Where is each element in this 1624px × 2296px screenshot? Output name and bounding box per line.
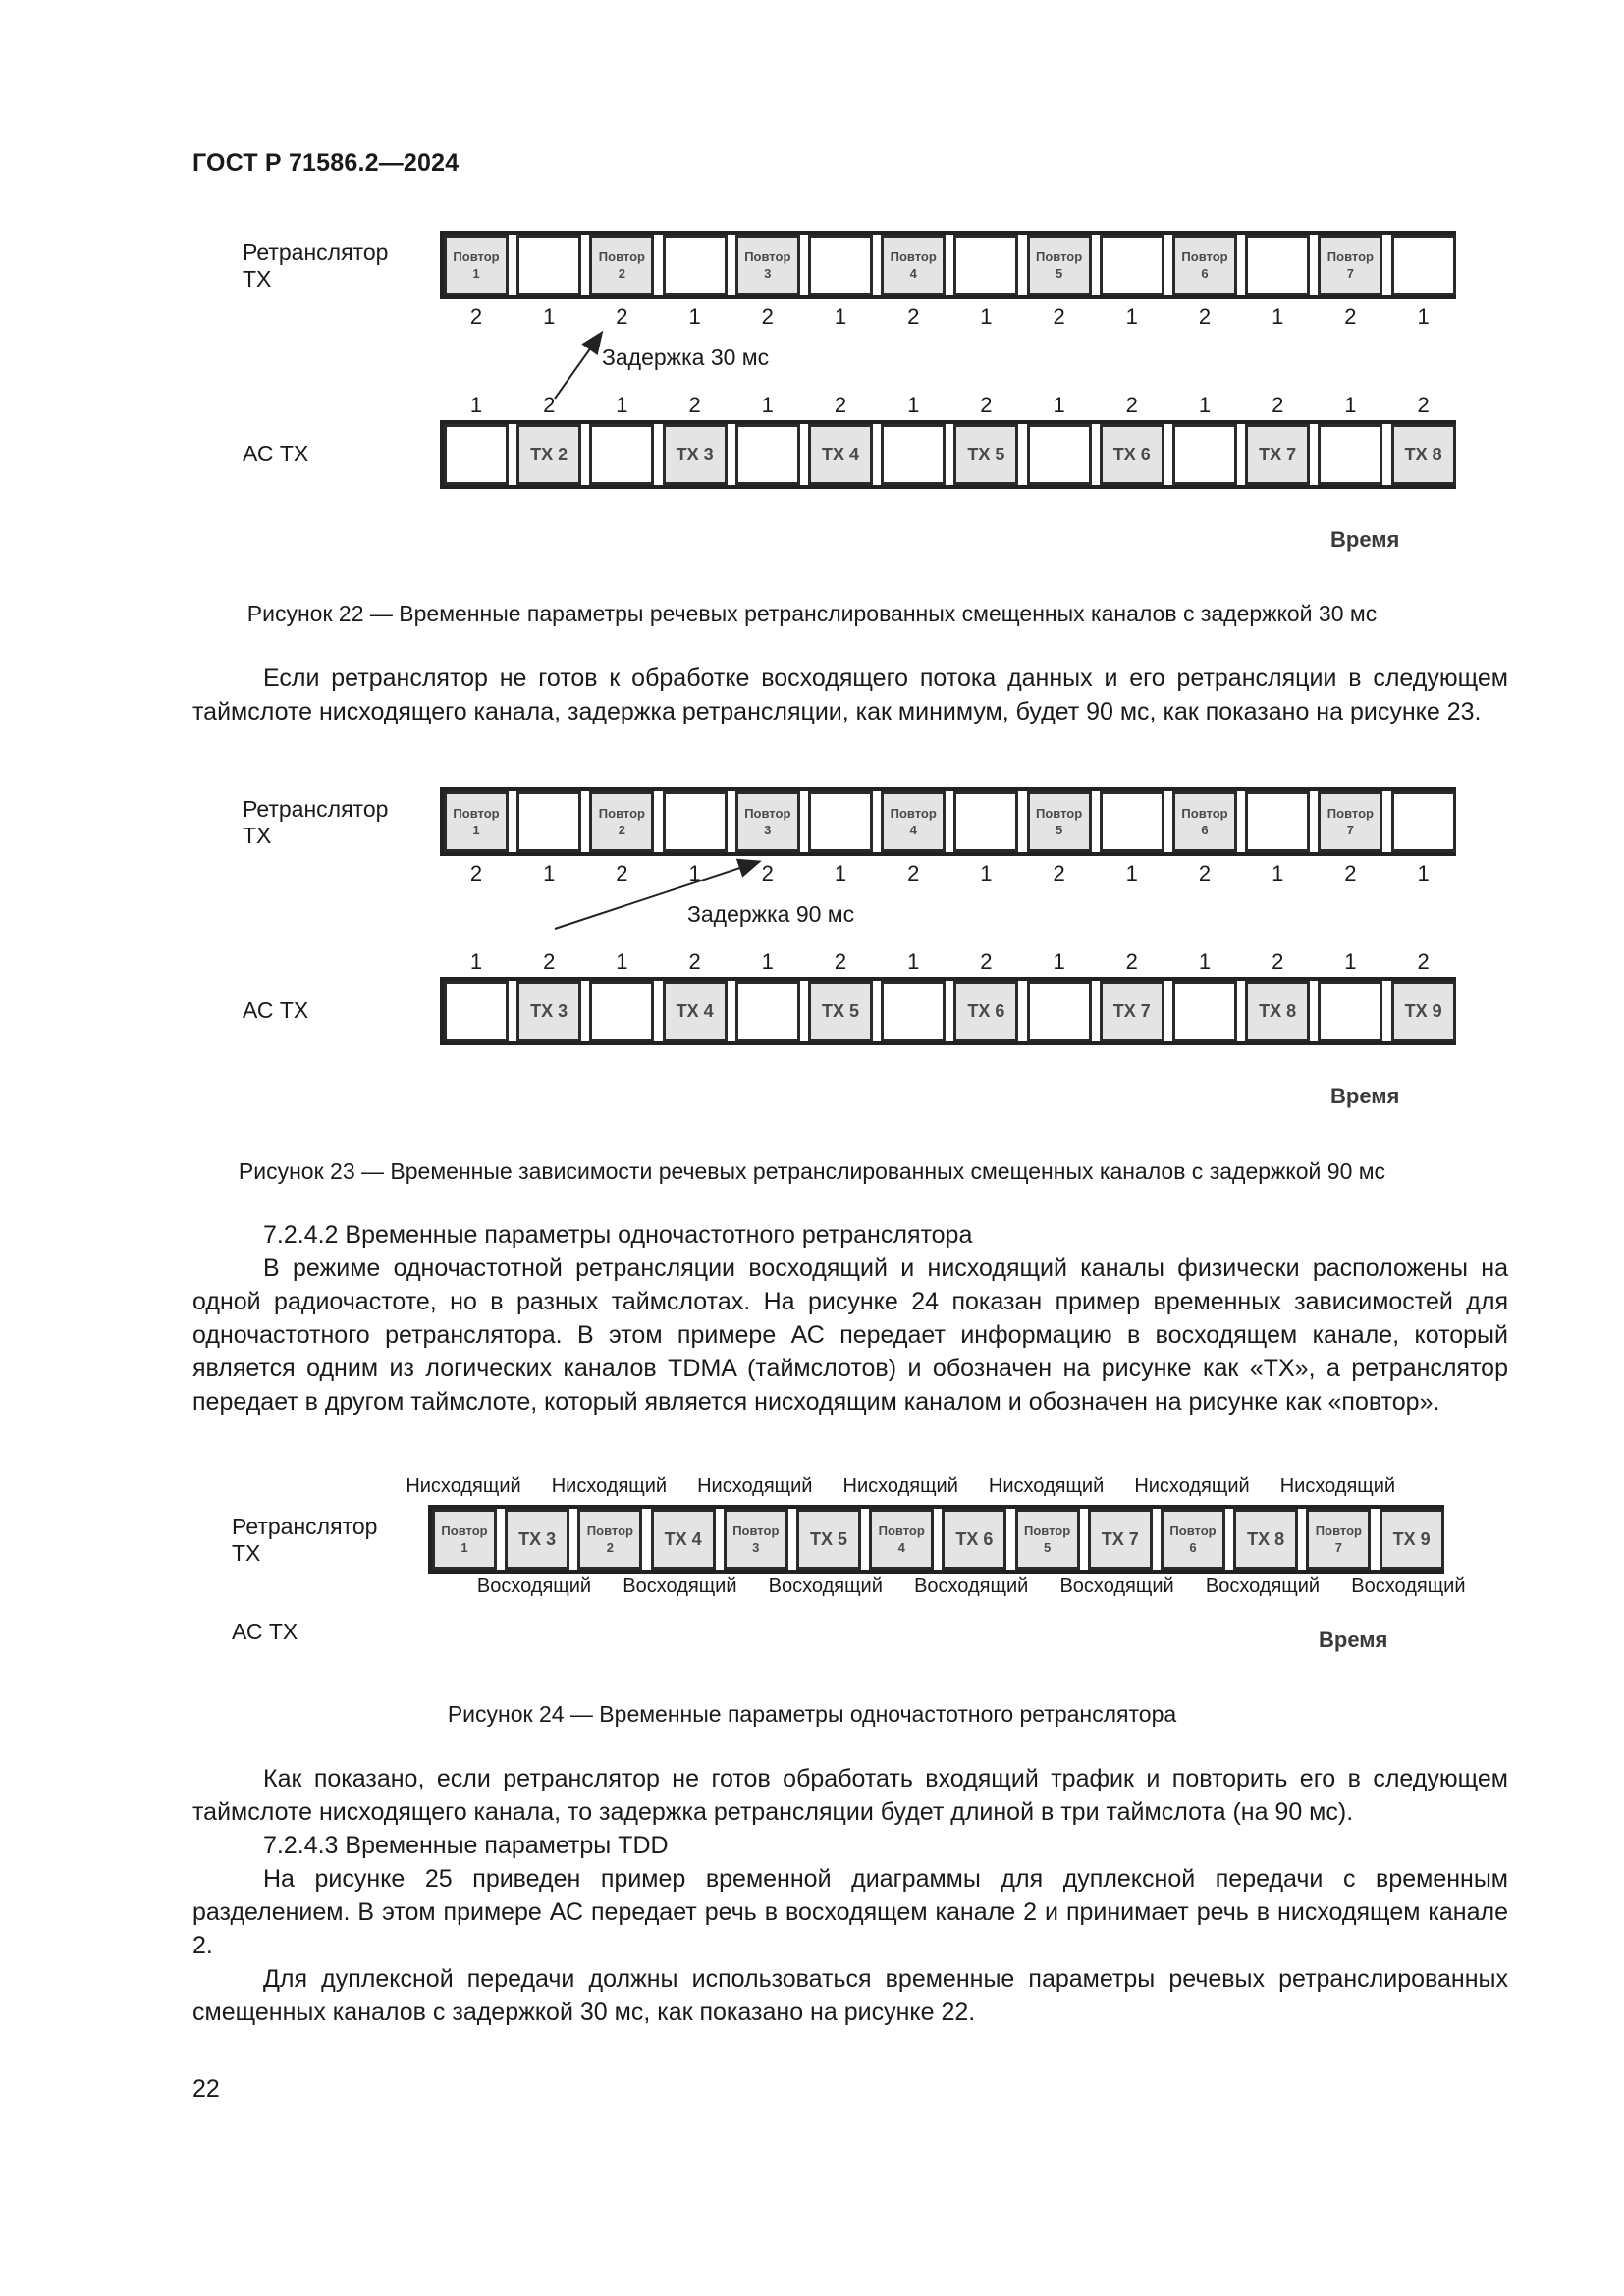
timeslot	[1318, 791, 1382, 852]
slot-number: 2	[1198, 861, 1212, 885]
timeslot	[953, 981, 1018, 1041]
timeslot	[1100, 424, 1164, 485]
timeslot-label: Повтор 3	[744, 806, 791, 837]
repeater-label: Ретранслятор	[243, 240, 389, 265]
repeater-label: Ретранслятор	[232, 1514, 378, 1539]
timeslot	[808, 981, 873, 1041]
timeslot-empty	[1318, 981, 1382, 1041]
timeslot-empty	[735, 424, 800, 485]
timeslot-empty	[589, 981, 654, 1041]
timeslot-empty	[663, 791, 728, 852]
paragraph	[192, 662, 1508, 728]
slot-number: 2	[688, 949, 701, 974]
slot-number: 1	[1417, 304, 1430, 329]
timeslot	[1027, 791, 1092, 852]
slot-number: 2	[761, 861, 774, 885]
paragraph-section	[192, 1218, 1508, 1418]
timeslot	[432, 1509, 497, 1570]
slot-number: 1	[1344, 949, 1357, 974]
slot-number: 1	[688, 304, 701, 329]
uplink-label: Восходящий	[1351, 1575, 1466, 1597]
timeslot	[589, 791, 654, 852]
timeslot-empty	[735, 981, 800, 1041]
timeslot	[735, 791, 800, 852]
timeslot-empty	[1027, 981, 1092, 1041]
section-heading: 7.2.4.2 Временные параметры одночастотного ретранслятора	[263, 1221, 973, 1249]
slot-number: 2	[980, 393, 993, 417]
timeslot-empty	[444, 424, 509, 485]
slot-number: 2	[1344, 861, 1357, 885]
slot-number: 1	[1272, 304, 1284, 329]
slot-number: 2	[1053, 861, 1065, 885]
timeslot	[651, 1509, 716, 1570]
timeslot-label: Повтор 3	[744, 249, 791, 281]
slot-number: 1	[1053, 393, 1065, 417]
timeslot-empty	[1245, 791, 1310, 852]
timeslot-label: Повтор 1	[453, 249, 500, 281]
timeslot-empty	[953, 791, 1018, 852]
ms-tx-label: АС TX	[243, 441, 309, 466]
repeater-tx-label: TX	[243, 823, 272, 848]
slot-number: 1	[980, 861, 993, 885]
timeslot-label: Повтор 1	[453, 806, 500, 837]
timeslot	[1380, 1509, 1444, 1570]
timeslot-label: TX 8	[1247, 1529, 1285, 1549]
uplink-label: Восходящий	[1059, 1575, 1174, 1597]
slot-number: 2	[1417, 949, 1430, 974]
timeslot-label: Повтор 4	[890, 806, 937, 837]
uplink-label: Восходящий	[914, 1575, 1029, 1597]
uplink-label: Восходящий	[623, 1575, 737, 1597]
timeslot-empty	[1027, 424, 1092, 485]
timeslot-empty	[808, 791, 873, 852]
timeslot	[1233, 1509, 1298, 1570]
paragraph-text: Как показано, если ретранслятор не готов обработать входящий трафик и повторить его в следующем таймслоте нисходящего канала, то задержка ретрансляции будет длиной в три таймслота (на 90 мс).	[192, 1765, 1508, 1826]
timeslot-empty	[1391, 791, 1456, 852]
timeslot	[505, 1509, 569, 1570]
timeslot-label: TX 7	[1259, 445, 1297, 464]
timeslot-label: TX 9	[1392, 1529, 1431, 1549]
timeslot-label: Повтор 5	[1036, 806, 1083, 837]
timeslot-label: Повтор 4	[890, 249, 937, 281]
timeslot	[663, 424, 728, 485]
timeslot-label: TX 3	[530, 1001, 568, 1021]
timeslot	[1015, 1509, 1080, 1570]
slot-number: 2	[616, 861, 628, 885]
timeslot-label: TX 4	[664, 1529, 702, 1549]
time-label: Время	[1330, 527, 1400, 552]
timeslot-label: TX 2	[530, 445, 568, 464]
repeater-tx-label: TX	[243, 266, 272, 292]
timeslot-label: Повтор 7	[1315, 1523, 1362, 1555]
repeater-label: Ретранслятор	[243, 796, 389, 822]
timeslot-label: TX 6	[967, 1001, 1005, 1021]
timeslot-label: TX 9	[1404, 1001, 1442, 1021]
timeslot-label: Повтор 1	[441, 1523, 488, 1555]
timeslot	[881, 791, 946, 852]
timeslot	[1088, 1509, 1153, 1570]
delay-label: Задержка 30 мс	[602, 345, 770, 370]
slot-number: 1	[1272, 861, 1284, 885]
timeslot-label: TX 6	[1112, 445, 1151, 464]
slot-number: 1	[543, 861, 556, 885]
timeslot-empty	[516, 791, 581, 852]
downlink-label: Нисходящий	[1279, 1475, 1396, 1497]
uplink-label: Восходящий	[476, 1575, 592, 1597]
timeslot-label: Повтор 2	[586, 1523, 633, 1555]
slot-number: 2	[761, 304, 774, 329]
downlink-label: Нисходящий	[1134, 1475, 1250, 1497]
slot-number: 2	[907, 304, 920, 329]
downlink-label: Нисходящий	[406, 1475, 521, 1497]
paragraph-text: Для дуплексной передачи должны использоваться временные параметры речевых ретранслированных смещенных каналов с задержкой 30 мс, как показано на рисунке 22.	[192, 1965, 1508, 2026]
ms-tx-label: АС TX	[243, 997, 309, 1023]
paragraph-text: Если ретранслятор не готов к обработке восходящего потока данных и его ретрансляции в следующем таймслоте нисходящего канала, задержка ретрансляции, как минимум, будет 90 мс, как показано на рисунке 23.	[192, 665, 1508, 725]
timeslot-empty	[444, 981, 509, 1041]
timeslot	[663, 981, 728, 1041]
uplink-label: Восходящий	[768, 1575, 883, 1597]
timeslot	[1245, 424, 1310, 485]
slot-number: 1	[616, 393, 628, 417]
downlink-label: Нисходящий	[697, 1475, 813, 1497]
slot-number: 1	[1198, 949, 1212, 974]
time-label: Время	[1330, 1084, 1400, 1108]
paragraph-text: В режиме одночастотной ретрансляции восходящий и нисходящий каналы физически расположены на одной радиочастоте, но в разных таймслотах. На рисунке 24 показан пример временных зависимостей для одночастотного ретранслятора. В этом примере АС передает информацию в восходящем канале, который является одним из логических каналов TDMA (таймслотов) и обозначен на рисунке как «TX», а ретранслятор передает в другом таймслоте, который является нисходящим каналом и обозначен на рисунке как «повтор».	[192, 1255, 1508, 1415]
timeslot-label: TX 3	[676, 445, 714, 464]
timeslot-label: Повтор 2	[598, 249, 645, 281]
slot-number: 2	[543, 393, 556, 417]
ms-tx-label: АС TX	[232, 1619, 298, 1644]
slot-number: 1	[834, 861, 847, 885]
timeslot	[808, 424, 873, 485]
section-heading: 7.2.4.3 Временные параметры TDD	[263, 1832, 669, 1859]
slot-number: 2	[834, 949, 847, 974]
timeslot-label: TX 3	[518, 1529, 557, 1549]
timeslot-empty	[1172, 981, 1237, 1041]
timeslot	[1391, 981, 1456, 1041]
timeslot	[953, 424, 1018, 485]
slot-number: 2	[1125, 393, 1138, 417]
uplink-label: Восходящий	[1205, 1575, 1321, 1597]
timeslot-label: Повтор 3	[732, 1523, 780, 1555]
timeslot-label: Повтор 4	[878, 1523, 925, 1555]
timeslot	[444, 791, 509, 852]
timeslot	[869, 1509, 934, 1570]
timeslot-label: TX 8	[1259, 1001, 1297, 1021]
slot-number: 1	[834, 304, 847, 329]
timeslot	[1172, 791, 1237, 852]
downlink-label: Нисходящий	[988, 1475, 1105, 1497]
timeslot-empty	[1318, 424, 1382, 485]
timeslot-empty	[881, 981, 946, 1041]
timeslot-label: Повтор 6	[1181, 249, 1228, 281]
slot-number: 1	[469, 393, 483, 417]
timeslot-label: Повтор 6	[1181, 806, 1228, 837]
slot-number: 2	[1417, 393, 1430, 417]
timeslot	[516, 981, 581, 1041]
timeslot-label: TX 6	[955, 1529, 994, 1549]
slot-number: 1	[469, 949, 483, 974]
timeslot-label: TX 7	[1112, 1001, 1151, 1021]
slot-number: 1	[907, 949, 920, 974]
slot-number: 1	[1125, 861, 1138, 885]
page-number: 22	[192, 2075, 220, 2103]
slot-number: 1	[761, 949, 774, 974]
timeslot-label: TX 7	[1101, 1529, 1139, 1549]
slot-number: 2	[907, 861, 920, 885]
timeslot-label: TX 5	[809, 1529, 847, 1549]
slot-number: 1	[1417, 861, 1430, 885]
figure-caption: Рисунок 23 — Временные зависимости речевых ретранслированных смещенных каналов с задержкой 90 мс	[238, 1158, 1386, 1184]
timeslot	[1100, 981, 1164, 1041]
figure-caption: Рисунок 24 — Временные параметры одночастотного ретранслятора	[447, 1701, 1177, 1727]
timeslot	[1306, 1509, 1371, 1570]
slot-number: 2	[1272, 949, 1284, 974]
slot-number: 2	[1198, 304, 1212, 329]
timeslot-label: Повтор 5	[1036, 249, 1083, 281]
paragraph-text: На рисунке 25 приведен пример временной диаграммы для дуплексной передачи с временным разделением. В этом примере АС передает речь в восходящем канале 2 и принимает речь в нисходящем канале 2.	[192, 1865, 1508, 1959]
timeslot	[1391, 424, 1456, 485]
timeslot-label: TX 5	[967, 445, 1005, 464]
paragraph-section	[192, 1762, 1508, 2029]
slot-number: 2	[469, 861, 483, 885]
slot-number: 1	[1053, 949, 1065, 974]
timeslot	[516, 424, 581, 485]
timeslot	[1161, 1509, 1225, 1570]
timeslot-label: TX 5	[821, 1001, 859, 1021]
slot-number: 2	[1053, 304, 1065, 329]
slot-number: 2	[834, 393, 847, 417]
slot-number: 1	[980, 304, 993, 329]
timeslot-label: TX 4	[676, 1001, 714, 1021]
repeater-tx-label: TX	[232, 1540, 261, 1566]
slot-number: 1	[543, 304, 556, 329]
document-header: ГОСТ Р 71586.2—2024	[192, 149, 460, 177]
slot-number: 1	[1125, 304, 1138, 329]
delay-label: Задержка 90 мс	[687, 901, 855, 927]
timeslot-label: Повтор 6	[1169, 1523, 1217, 1555]
timeslot-label: TX 8	[1404, 445, 1442, 464]
timeslot	[796, 1509, 861, 1570]
slot-number: 1	[688, 861, 701, 885]
timeslot-label: Повтор 7	[1326, 806, 1374, 837]
slot-number: 2	[616, 304, 628, 329]
timeslot	[942, 1509, 1006, 1570]
timeslot-empty	[589, 424, 654, 485]
timeslot	[577, 1509, 642, 1570]
timeslot	[1245, 981, 1310, 1041]
slot-number: 2	[1125, 949, 1138, 974]
timeslot	[724, 1509, 788, 1570]
slot-number: 2	[980, 949, 993, 974]
timeslot-label: Повтор 5	[1024, 1523, 1071, 1555]
slot-number: 1	[907, 393, 920, 417]
timeslot-label: Повтор 7	[1326, 249, 1374, 281]
timeslot-empty	[881, 424, 946, 485]
time-label: Время	[1319, 1628, 1388, 1652]
slot-number: 1	[761, 393, 774, 417]
slot-number: 2	[688, 393, 701, 417]
timeslot-empty	[1172, 424, 1237, 485]
slot-number: 1	[1198, 393, 1212, 417]
figure-caption: Рисунок 22 — Временные параметры речевых ретранслированных смещенных каналов с задержкой 30 мс	[246, 601, 1378, 626]
slot-number: 2	[1272, 393, 1284, 417]
timeslot-label: TX 4	[821, 445, 859, 464]
slot-number: 1	[616, 949, 628, 974]
slot-number: 2	[469, 304, 483, 329]
slot-number: 1	[1344, 393, 1357, 417]
downlink-label: Нисходящий	[842, 1475, 958, 1497]
timeslot-label: Повтор 2	[598, 806, 645, 837]
slot-number: 2	[1344, 304, 1357, 329]
timeslot-empty	[1100, 791, 1164, 852]
slot-number: 2	[543, 949, 556, 974]
downlink-label: Нисходящий	[551, 1475, 668, 1497]
